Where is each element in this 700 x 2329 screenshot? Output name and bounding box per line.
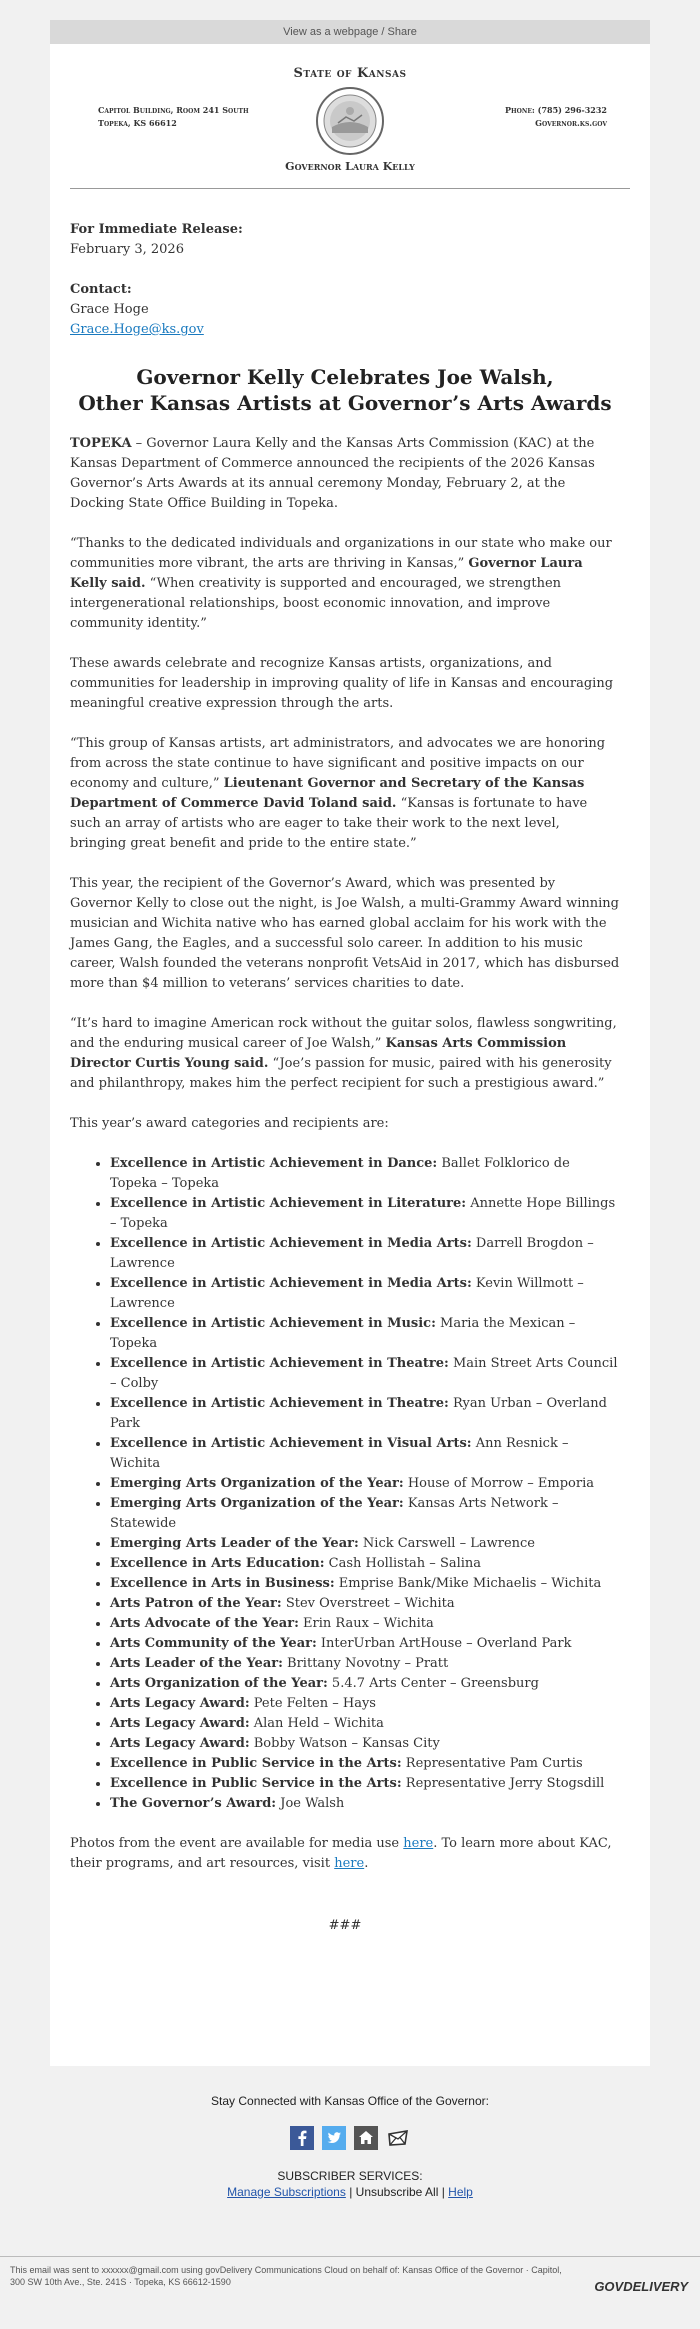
award-category: Excellence in Artistic Achievement in Literature: — [110, 1196, 467, 1211]
contact-name: Grace Hoge — [70, 302, 149, 317]
paragraph-7: This year’s award categories and recipients are: — [70, 1116, 389, 1131]
paragraph-5: This year, the recipient of the Governor’s Award, which was presented by Governor Kelly to close out the night, is Joe Walsh, a multi-Grammy Award winning musician and Wichita native who has earned global acclaim for his work with the James Gang, the Eagles, and a successful solo career. In addition to his music career, Walsh founded the veterans nonprofit VetsAid in 2017, which has disbursed more than $4 million to veterans’ services charities to date. — [70, 876, 620, 991]
paragraph-6 — [70, 1014, 620, 1094]
contact-email-link[interactable]: Grace.Hoge@ks.gov — [70, 322, 204, 337]
award-recipient: Bobby Watson – Kansas City — [249, 1736, 440, 1751]
award-category: Excellence in Artistic Achievement in Theatre: — [110, 1356, 449, 1371]
award-category: Arts Legacy Award: — [110, 1716, 250, 1731]
award-category: Excellence in Artistic Achievement in Media Arts: — [110, 1276, 472, 1291]
help-link[interactable]: Help — [448, 2185, 473, 2199]
award-category: Excellence in Arts Education: — [110, 1556, 325, 1571]
paragraph-4 — [70, 734, 620, 854]
award-item — [110, 1354, 620, 1394]
award-recipient: Ballet Folklorico de Topeka – Topeka — [110, 1156, 570, 1191]
award-category: Emerging Arts Organization of the Year: — [110, 1496, 404, 1511]
award-category: Excellence in Artistic Achievement in Visual Arts: — [110, 1436, 472, 1451]
p8-text: . To learn more about KAC, their programs, and art resources, visit — [70, 1836, 612, 1871]
award-category: Arts Advocate of the Year: — [110, 1616, 299, 1631]
award-item — [110, 1614, 620, 1634]
subscriber-services — [0, 2168, 700, 2200]
award-item — [110, 1194, 620, 1234]
award-item — [110, 1474, 620, 1494]
award-item — [110, 1234, 620, 1274]
end-mark: ### — [328, 1918, 362, 1933]
award-item — [110, 1694, 620, 1714]
award-recipient: Pete Felten – Hays — [249, 1696, 376, 1711]
award-item — [110, 1574, 620, 1594]
award-item — [110, 1594, 620, 1614]
award-item — [110, 1534, 620, 1554]
award-item — [110, 1154, 620, 1194]
award-recipient: Stev Overstreet – Wichita — [281, 1596, 455, 1611]
award-category: Arts Leader of the Year: — [110, 1656, 283, 1671]
paragraph-8 — [70, 1834, 620, 1874]
address-block — [98, 104, 249, 130]
award-recipient: House of Morrow – Emporia — [403, 1476, 594, 1491]
quote-text: “Kansas is fortunate to have such an array of artists who are eager to take their work to the next level, bringing great benefit and pride to the entire state.” — [70, 796, 588, 851]
twitter-icon[interactable] — [322, 2126, 346, 2150]
subscriber-label: SUBSCRIBER SERVICES: — [277, 2169, 423, 2183]
award-item — [110, 1394, 620, 1434]
state-title: State of Kansas — [293, 66, 407, 81]
award-list — [70, 1154, 620, 1814]
award-category: Arts Legacy Award: — [110, 1696, 250, 1711]
award-item — [110, 1794, 620, 1814]
govdelivery-logo[interactable]: GOVDELIVERY — [594, 2279, 688, 2294]
facebook-icon[interactable] — [290, 2126, 314, 2150]
footer-divider — [0, 2256, 700, 2257]
p8-text: Photos from the event are available for media use — [70, 1836, 404, 1851]
award-recipient: Kevin Willmott – Lawrence — [110, 1276, 584, 1311]
award-item — [110, 1714, 620, 1734]
award-recipient: Brittany Novotny – Pratt — [282, 1656, 449, 1671]
view-webpage-link[interactable]: View as a webpage — [283, 26, 379, 38]
footer-separator: | — [345, 2185, 356, 2199]
award-item — [110, 1554, 620, 1574]
speaker: Governor Laura Kelly said. — [70, 556, 583, 591]
quote-text: “When creativity is supported and encouraged, we strengthen intergenerational relationships, boost economic innovation, and improve community identity.” — [70, 576, 562, 631]
quote-text: “It’s hard to imagine American rock without the guitar solos, flawless songwriting, and the enduring musical career of Joe Walsh,” — [70, 1016, 617, 1051]
award-category: Excellence in Public Service in the Arts: — [110, 1776, 402, 1791]
award-recipient: Darrell Brogdon – Lawrence — [110, 1236, 594, 1271]
award-category: Arts Legacy Award: — [110, 1736, 250, 1751]
award-category: Excellence in Artistic Achievement in Theatre: — [110, 1396, 449, 1411]
paragraph-1-text: – Governor Laura Kelly and the Kansas Arts Commission (KAC) at the Kansas Department of Commerce announced the recipients of the 2026 Kansas Governor’s Arts Awards at its annual ceremony Monday, February 2, at the Docking State Office Building in Topeka. — [70, 436, 595, 511]
award-category: Emerging Arts Leader of the Year: — [110, 1536, 359, 1551]
kac-link[interactable]: here — [334, 1856, 365, 1871]
home-icon[interactable] — [354, 2126, 378, 2150]
speaker: Kansas Arts Commission Director Curtis Young said. — [70, 1036, 567, 1071]
award-category: Excellence in Artistic Achievement in Dance: — [110, 1156, 438, 1171]
award-category: Excellence in Arts in Business: — [110, 1576, 335, 1591]
award-recipient: Annette Hope Billings – Topeka — [110, 1196, 616, 1231]
paragraph-2 — [70, 534, 620, 634]
award-recipient: Joe Walsh — [276, 1796, 345, 1811]
award-category: Arts Patron of the Year: — [110, 1596, 282, 1611]
award-item — [110, 1314, 620, 1354]
dateline: TOPEKA — [70, 436, 132, 451]
award-recipient: Maria the Mexican – Topeka — [110, 1316, 576, 1351]
award-category: Arts Organization of the Year: — [110, 1676, 328, 1691]
award-recipient: Ann Resnick – Wichita — [110, 1436, 569, 1471]
release-body — [70, 220, 620, 1936]
quote-text: “This group of Kansas artists, art administrators, and advocates we are honoring from across the state continue to have significant and positive impacts on our economy and culture,” — [70, 736, 606, 791]
manage-subscriptions-link[interactable]: Manage Subscriptions — [227, 2185, 346, 2199]
award-item — [110, 1754, 620, 1774]
paragraph-3: These awards celebrate and recognize Kansas artists, organizations, and communities for leadership in improving quality of life in Kansas and encouraging meaningful creative expression through the arts. — [70, 656, 614, 711]
award-recipient: InterUrban ArtHouse – Overland Park — [316, 1636, 572, 1651]
award-item — [110, 1634, 620, 1654]
award-recipient: Cash Hollistah – Salina — [324, 1556, 482, 1571]
letterhead — [50, 44, 650, 174]
award-recipient: Erin Raux – Wichita — [298, 1616, 434, 1631]
headline-line-1: Governor Kelly Celebrates Joe Walsh, — [136, 365, 554, 389]
award-item — [110, 1274, 620, 1314]
award-item — [110, 1494, 620, 1534]
award-recipient: Nick Carswell – Lawrence — [358, 1536, 535, 1551]
quote-text: “Joe’s passion for music, paired with his generosity and philanthropy, makes him the perfect recipient for such a prestigious award.” — [70, 1056, 612, 1091]
award-recipient: Representative Jerry Stogsdill — [401, 1776, 605, 1791]
contact-label: Contact: — [70, 282, 132, 297]
stay-connected-text: Stay Connected with Kansas Office of the Governor: — [211, 2094, 489, 2108]
top-bar — [50, 20, 650, 44]
award-item — [110, 1674, 620, 1694]
award-recipient: 5.4.7 Arts Center – Greensburg — [327, 1676, 539, 1691]
speaker: Lieutenant Governor and Secretary of the Kansas Department of Commerce David Toland said. — [70, 776, 585, 811]
award-recipient: Emprise Bank/Mike Michaelis – Wichita — [334, 1576, 602, 1591]
p8-text: . — [364, 1856, 369, 1871]
headline — [70, 364, 620, 416]
award-recipient: Main Street Arts Council – Colby — [110, 1356, 618, 1391]
share-link[interactable]: Share — [387, 26, 417, 38]
photos-link[interactable]: here — [403, 1836, 434, 1851]
release-label: For Immediate Release: — [70, 222, 243, 237]
governor-name: Governor Laura Kelly — [285, 160, 415, 173]
address-line-1: Capitol Building, Room 241 South — [98, 105, 249, 115]
award-recipient: Representative Pam Curtis — [401, 1756, 583, 1771]
footer-separator: | — [438, 2185, 449, 2199]
award-category: Excellence in Artistic Achievement in Music: — [110, 1316, 436, 1331]
paragraph-1 — [70, 434, 620, 514]
state-seal-icon — [316, 87, 384, 155]
topbar-separator: / — [378, 26, 388, 38]
award-recipient: Ryan Urban – Overland Park — [110, 1396, 607, 1431]
email-icon[interactable] — [386, 2126, 410, 2150]
release-date: February 3, 2026 — [70, 242, 184, 257]
award-item — [110, 1434, 620, 1474]
award-category: Emerging Arts Organization of the Year: — [110, 1476, 404, 1491]
email-card — [50, 44, 650, 2066]
header-divider — [70, 188, 630, 189]
award-category: The Governor’s Award: — [110, 1796, 277, 1811]
award-recipient: Kansas Arts Network – Statewide — [110, 1496, 559, 1531]
site-line: Governor.ks.gov — [535, 118, 607, 128]
award-item — [110, 1774, 620, 1794]
headline-line-2: Other Kansas Artists at Governor’s Arts Awards — [78, 391, 612, 415]
award-item — [110, 1734, 620, 1754]
fine-print: This email was sent to xxxxxx@gmail.com using govDelivery Communications Cloud on behalf of: Kansas Office of the Governor · Capitol, 300 SW 10th Ave., Ste. 241S · Topeka, KS 66612-1590 — [10, 2265, 562, 2287]
award-item — [110, 1654, 620, 1674]
social-icons — [0, 2126, 700, 2150]
award-category: Excellence in Artistic Achievement in Media Arts: — [110, 1236, 472, 1251]
award-recipient: Alan Held – Wichita — [249, 1716, 384, 1731]
footer — [0, 2094, 700, 2200]
award-category: Excellence in Public Service in the Arts: — [110, 1756, 402, 1771]
phone-line: Phone: (785) 296-3232 — [504, 105, 607, 115]
address-line-2: Topeka, KS 66612 — [98, 118, 177, 128]
quote-text: “Thanks to the dedicated individuals and organizations in our state who make our communities more vibrant, the arts are thriving in Kansas,” — [70, 536, 612, 571]
award-category: Arts Community of the Year: — [110, 1636, 317, 1651]
unsubscribe-all-text[interactable]: Unsubscribe All — [355, 2185, 439, 2199]
contact-block — [505, 104, 607, 130]
